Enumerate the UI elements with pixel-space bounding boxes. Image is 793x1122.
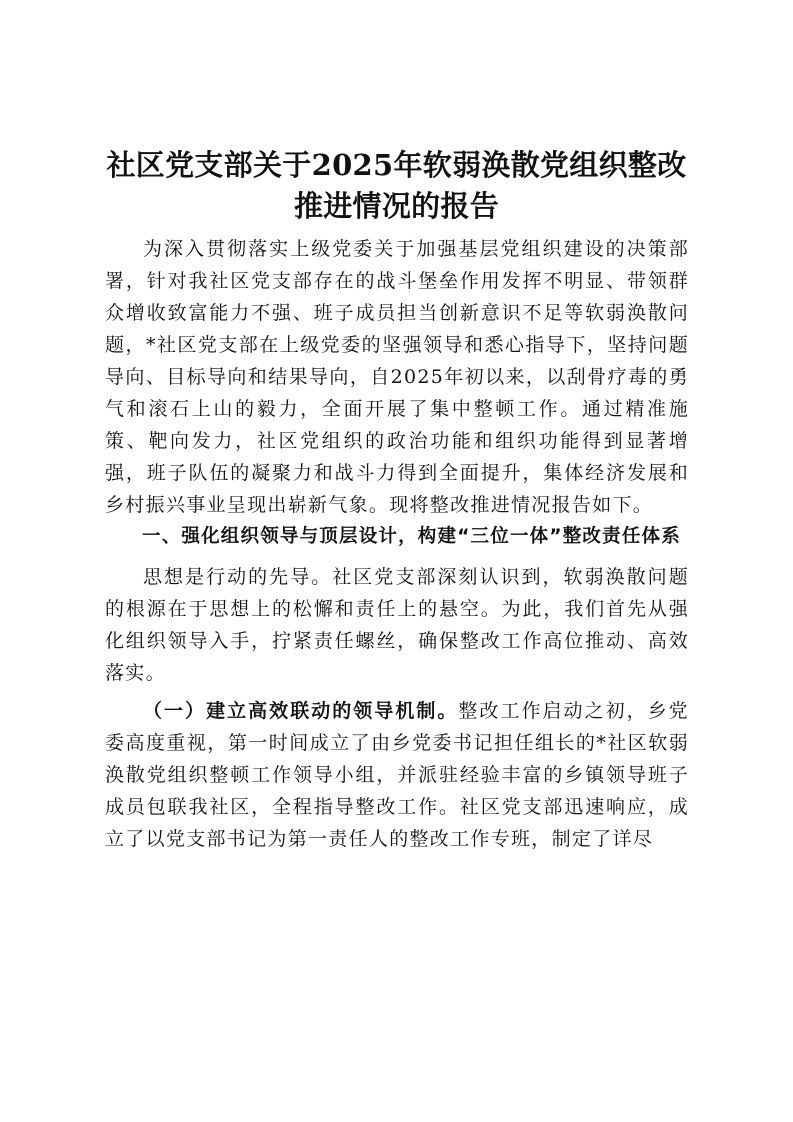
section-1-heading: 一、强化组织领导与顶层设计，构建“三位一体”整改责任体系 bbox=[142, 526, 681, 547]
document-body bbox=[105, 233, 689, 855]
subsection-1-lead: （一）建立高效联动的领导机制。 bbox=[143, 700, 459, 722]
intro-paragraph: 为深入贯彻落实上级党委关于加强基层党组织建设的决策部署，针对我社区党支部存在的战斗堡垒作用发挥不明显、带领群众增收致富能力不强、班子成员担当创新意识不足等软弱涣散问题，*社区党支部在上级党委的坚强领导和悉心指导下，坚持问题导向、目标导向和结果导向，自2025年初以来，以刮骨疗毒的勇气和滚石上山的毅力，全面开展了集中整顿工作。通过精准施策、靶向发力，社区党组织的政治功能和组织功能得到显著增强，班子队伍的凝聚力和战斗力得到全面提升，集体经济发展和乡村振兴事业呈现出崭新气象。现将整改推进情况报告如下。 bbox=[105, 238, 689, 516]
subsection-1-paragraph bbox=[105, 695, 689, 855]
document-title-line-1: 社区党支部关于2025年软弱涣散党组织整改 bbox=[106, 148, 687, 182]
section-1-paragraph: 思想是行动的先导。社区党支部深刻认识到，软弱涣散问题的根源在于思想上的松懈和责任上的悬空。为此，我们首先从强化组织领导入手，拧紧责任螺丝，确保整改工作高位推动、高效落实。 bbox=[105, 566, 689, 684]
document-title-line-2: 推进情况的报告 bbox=[293, 189, 500, 223]
subsection-1-text: 整改工作启动之初，乡党委高度重视，第一时间成立了由乡党委书记担任组长的*社区软弱涣散党组织整顿工作领导小组，并派驻经验丰富的乡镇领导班子成员包联我社区，全程指导整改工作。社区党支部迅速响应，成立了以党支部书记为第一责任人的整改工作专班，制定了详尽 bbox=[105, 700, 689, 850]
